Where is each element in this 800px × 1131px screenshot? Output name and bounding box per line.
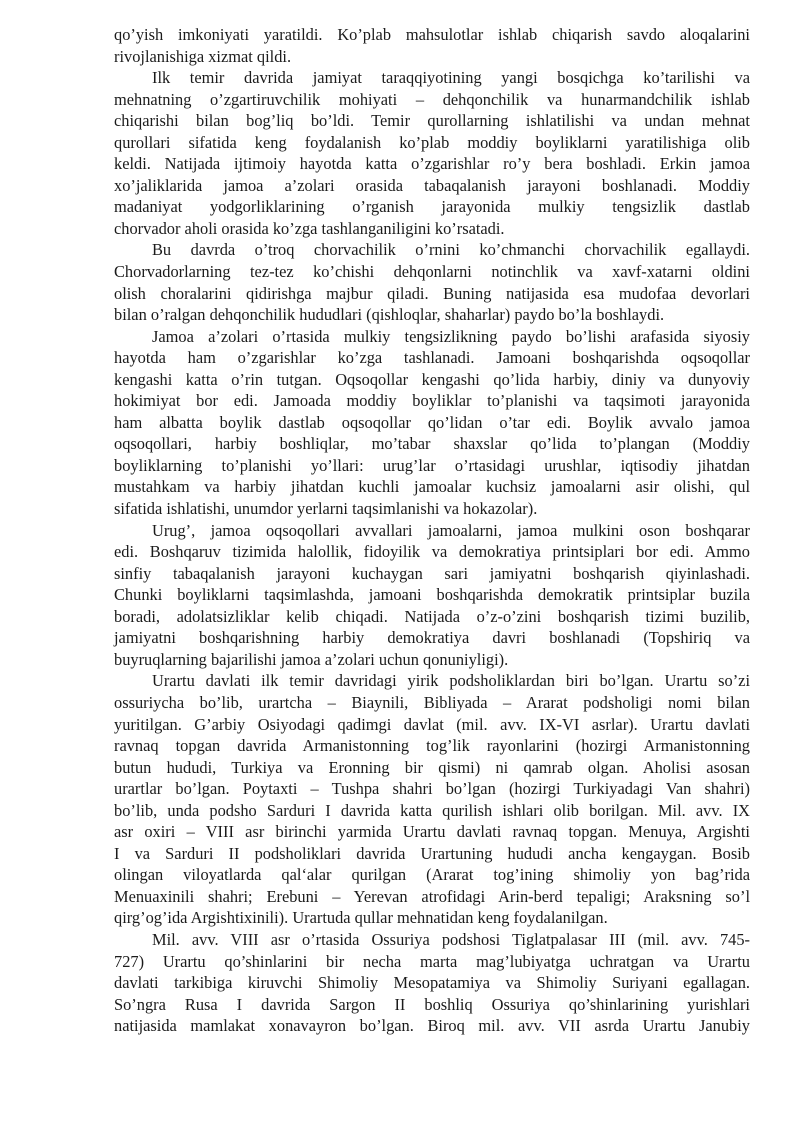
paragraph-4 [114,326,750,520]
paragraph-7 [114,929,750,1037]
text-line: madaniyat yodgorliklarining o’rganish jarayonida mulkiy tengsizlik dastlab [114,197,750,217]
text-line: olingan viloyatlarda qal‘alar qurilgan (Ararat tog’ining shimoliy yon bag’rida [114,865,750,885]
text-line: qurollari sifatida keng foydalanish ko’plab moddiy boyliklarni yaratilishiga olib [114,132,750,152]
text-line: boyliklarning to’planishi yo’llari: urug’lar o’rtasidagi urushlar, iqtisodiy jihatdan [114,455,750,475]
text-line: qo’yish imkoniyati yaratildi. Ko’plab mahsulotlar ishlab chiqarish savdo aloqalarini [114,25,750,44]
text-line: hayotda ham o’zgarishlar ko’zga tashlanadi. Jamoani boshqarishda oqsoqollar [114,348,750,368]
text-line: edi. Boshqaruv tizimida halollik, fidoyilik va demokratiya printsiplari bor edi. Ammo [114,542,750,562]
text-line: ossuriycha bo’lib, urartcha – Biaynili, Bibliyada – Ararat podsholigi nomi bilan [114,692,750,712]
paragraph-6 [114,670,750,929]
text-line: bilan o’ralgan dehqonchilik hududlari (qishloqlar, shaharlar) paydo bo’la boshlaydi. [114,305,665,325]
paragraph-2 [114,67,750,239]
text-line: So’ngra Rusa I davrida Sargon II boshliq Ossuriya qo’shinlarining yurishlari [114,994,750,1014]
text-line: Chorvadorlarning tez-tez ko’chishi dehqonlarni notinchlik va xavf-xatarni oldini [114,262,750,282]
text-line: kengashi katta o’rin tutgan. Oqsoqollar kengashi qo’lida harbiy, diniy va dunyoviy [114,369,750,389]
text-line: asr oxiri – VIII asr birinchi yarmida Urartu davlati ravnaq topgan. Menuya, Argishti [114,822,750,842]
text-line: urartlar bo’lgan. Poytaxti – Tushpa shahri bo’lgan (hozirgi Turkiyadagi Van shahri) [114,779,750,799]
text-line: mustahkam va harbiy jihatdan kuchli jamoalar kuchsiz jamoalarni asir olishi, qul [114,477,750,497]
text-line: natijasida mamlakat xonavayron bo’lgan. Biroq mil. avv. VII asrda Urartu Janubiy [114,1016,750,1036]
text-line: Menuaxinili shahri; Erebuni – Yerevan atrofidagi Arin-berd tepaligi; Araksning so’l [114,886,750,906]
text-line: Mil. avv. VIII asr o’rtasida Ossuriya podshosi Tiglatpalasar III (mil. avv. 745- [152,929,750,949]
text-line: I va Sarduri II podsholiklari davrida Urartuning hududi ancha kengaygan. Bosib [114,843,750,863]
text-line: rivojlanishiga xizmat qildi. [114,46,292,66]
text-line: Chunki boyliklarni taqsimlashda, jamoani boshqarishda demokratik printsiplar buzila [114,585,750,605]
text-line: 727) Urartu qo’shinlarini bir necha marta mag’lubiyatga uchratgan va Urartu [114,951,750,971]
text-line: bo’lib, unda podsho Sarduri I davrida katta qurilish ishlari olib borilgan. Mil. avv. IX [114,800,750,820]
paragraph-3 [114,239,750,325]
text-line: sifatida ishlatishi, unumdor yerlarni taqsimlanishi va hokazolar). [114,499,538,519]
text-line: Bu davrda o’troq chorvachilik o’rnini ko’chmanchi chorvachilik egallaydi. [152,240,750,260]
text-line: chiqarishi bilan bog’liq bo’ldi. Temir qurollarning ishlatilishi va undan mehnat [114,111,750,131]
text-line: butun hududi, Turkiya va Eronning bir qismi) ni qamrab olgan. Aholisi asosan [114,757,750,777]
text-line: xo’jaliklarida jamoa a’zolari orasida tabaqalanish jarayoni boshlanadi. Moddiy [114,175,750,195]
text-line: Jamoa a’zolari o’rtasida mulkiy tengsizlikning paydo bo’lishi arafasida siyosiy [152,326,750,346]
text-line: oqsoqollari, harbiy boshliqlar, mo’tabar shaxslar qo’lida to’plangan (Moddiy [114,434,750,454]
text-line: olish choralarini qidirishga majbur qiladi. Buning natijasida esa mudofaa devorlari [114,283,750,303]
text-line: keldi. Natijada ijtimoiy hayotda katta o’zgarishlar ro’y bera boshladi. Erkin jamoa [114,154,750,174]
text-line: Urug’, jamoa oqsoqollari avvallari jamoalarni, jamoa mulkini oson boshqarar [152,520,750,540]
text-line: davlati tarkibiga kiruvchi Shimoliy Mesopatamiya va Shimoliy Suriyani egallagan. [114,973,750,993]
paragraph-5 [114,520,750,671]
text-line: sinfiy tabaqalanish jarayoni kuchaygan sari jamiyatni boshqarish qiyinlashadi. [114,563,750,583]
text-line: hokimiyat bor edi. Jamoada moddiy boyliklar to’planishi va taqsimoti jarayonida [114,391,750,411]
text-line: jamiyatni boshqarishning harbiy demokratiya davri boshlanadi (Topshiriq va [114,628,750,648]
text-line: Urartu davlati ilk temir davridagi yirik podsholiklardan biri bo’lgan. Urartu so’zi [152,671,750,691]
text-line: yuritilgan. G’arbiy Osiyodagi qadimgi davlat (mil. avv. IX-VI asrlar). Urartu davlati [114,714,750,734]
text-line: Ilk temir davrida jamiyat taraqqiyotining yangi bosqichga ko’tarilishi va [152,68,750,88]
text-line: boradi, adolatsizliklar kelib chiqadi. Natijada o’z-o’zini boshqarish tizimi buzilib, [114,606,750,626]
text-line: ham albatta boylik dastlab oqsoqollar qo’lidan o’tar edi. Boylik avvalo jamoa [114,412,750,432]
text-line: mehnatning o’zgartiruvchilik mohiyati – dehqonchilik va hunarmandchilik ishlab [114,89,750,109]
document-page [114,24,750,1037]
text-line: ravnaq topgan davrida Armanistonning tog’lik rayonlarini (hozirgi Armanistonning [114,736,750,756]
text-line: buyruqlarning bajarilishi jamoa a’zolari uchun qonuniyligi). [114,649,509,669]
paragraph-1 [114,24,750,67]
text-line: chorvador aholi orasida ko’zga tashlanganiligini ko’rsatadi. [114,218,505,238]
text-line: qirg’og’ida Argishtixinili). Urartuda qullar mehnatidan keng foydalanilgan. [114,908,608,928]
